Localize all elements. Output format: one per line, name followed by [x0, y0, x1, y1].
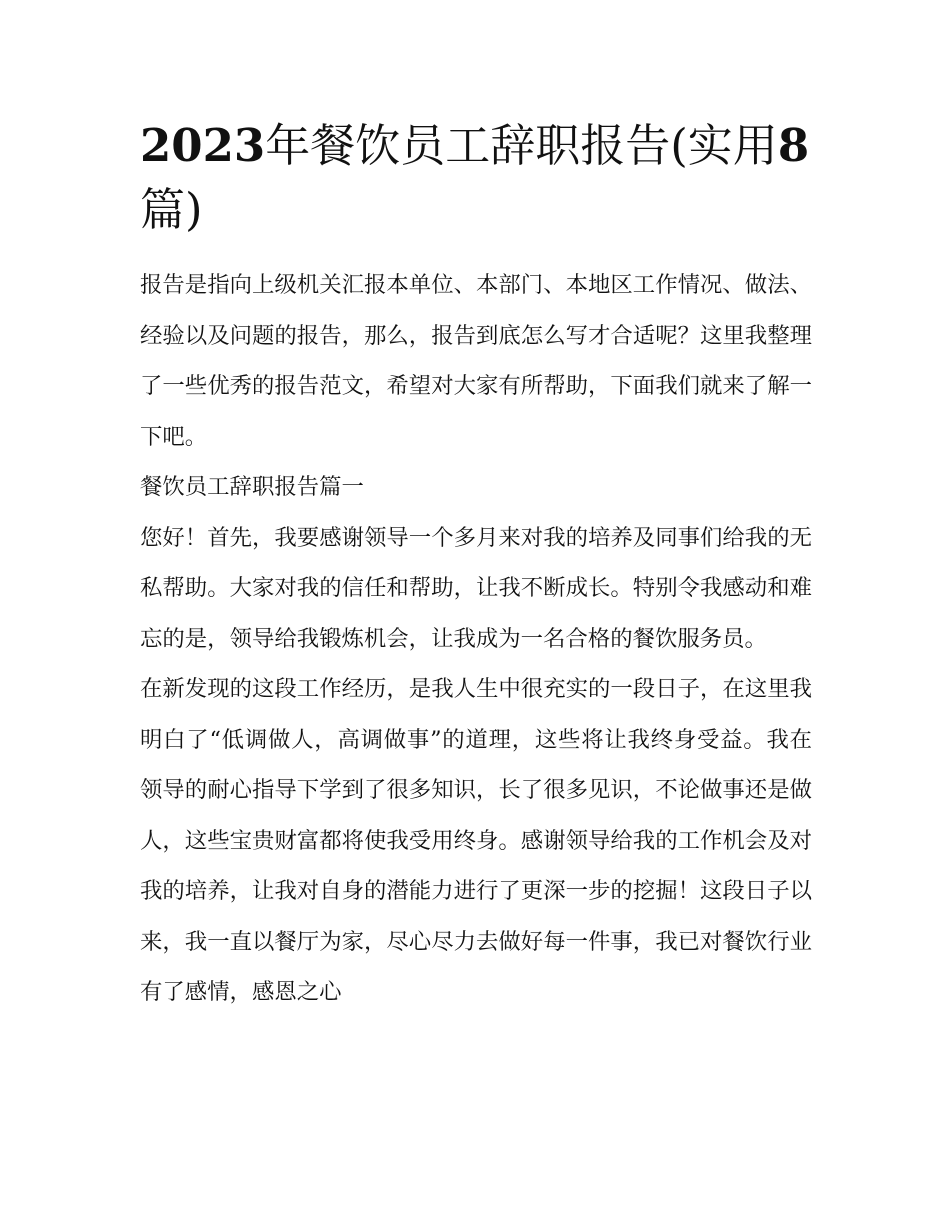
intro-paragraph: 报告是指向上级机关汇报本单位、本部门、本地区工作情况、做法、经验以及问题的报告，那么，报告到底怎么写才合适呢？这里我整理了一些优秀的报告范文，希望对大家有所帮助，下面我们就来了解一下吧。 [140, 272, 812, 450]
document-title [140, 114, 812, 242]
title-text-end: 篇) [140, 183, 203, 236]
title-count: 8 [777, 119, 810, 172]
title-text-main: 年餐饮员工辞职报告(实用 [265, 119, 778, 172]
document-body [140, 114, 812, 1018]
title-year: 2023 [140, 119, 266, 172]
section-heading: 餐饮员工辞职报告篇一 [140, 474, 364, 500]
body-paragraph-2: 在新发现的这段工作经历，是我人生中很充实的一段日子，在这里我明白了“低调做人，高调做事”的道理，这些将让我终身受益。我在领导的耐心指导下学到了很多知识，长了很多见识，不论做事还是做人，这些宝贵财富都将使我受用终身。感谢领导给我的工作机会及对我的培养，让我对自身的潜能力进行了更深一步的挖掘！这段日子以来，我一直以餐厅为家，尽心尽力去做好每一件事，我已对餐饮行业有了感情，感恩之心 [140, 676, 812, 1005]
body-paragraph-1: 您好！首先，我要感谢领导一个多月来对我的培养及同事们给我的无私帮助。大家对我的信任和帮助，让我不断成长。特别令我感动和难忘的是，领导给我锻炼机会，让我成为一名合格的餐饮服务员。 [140, 524, 812, 652]
